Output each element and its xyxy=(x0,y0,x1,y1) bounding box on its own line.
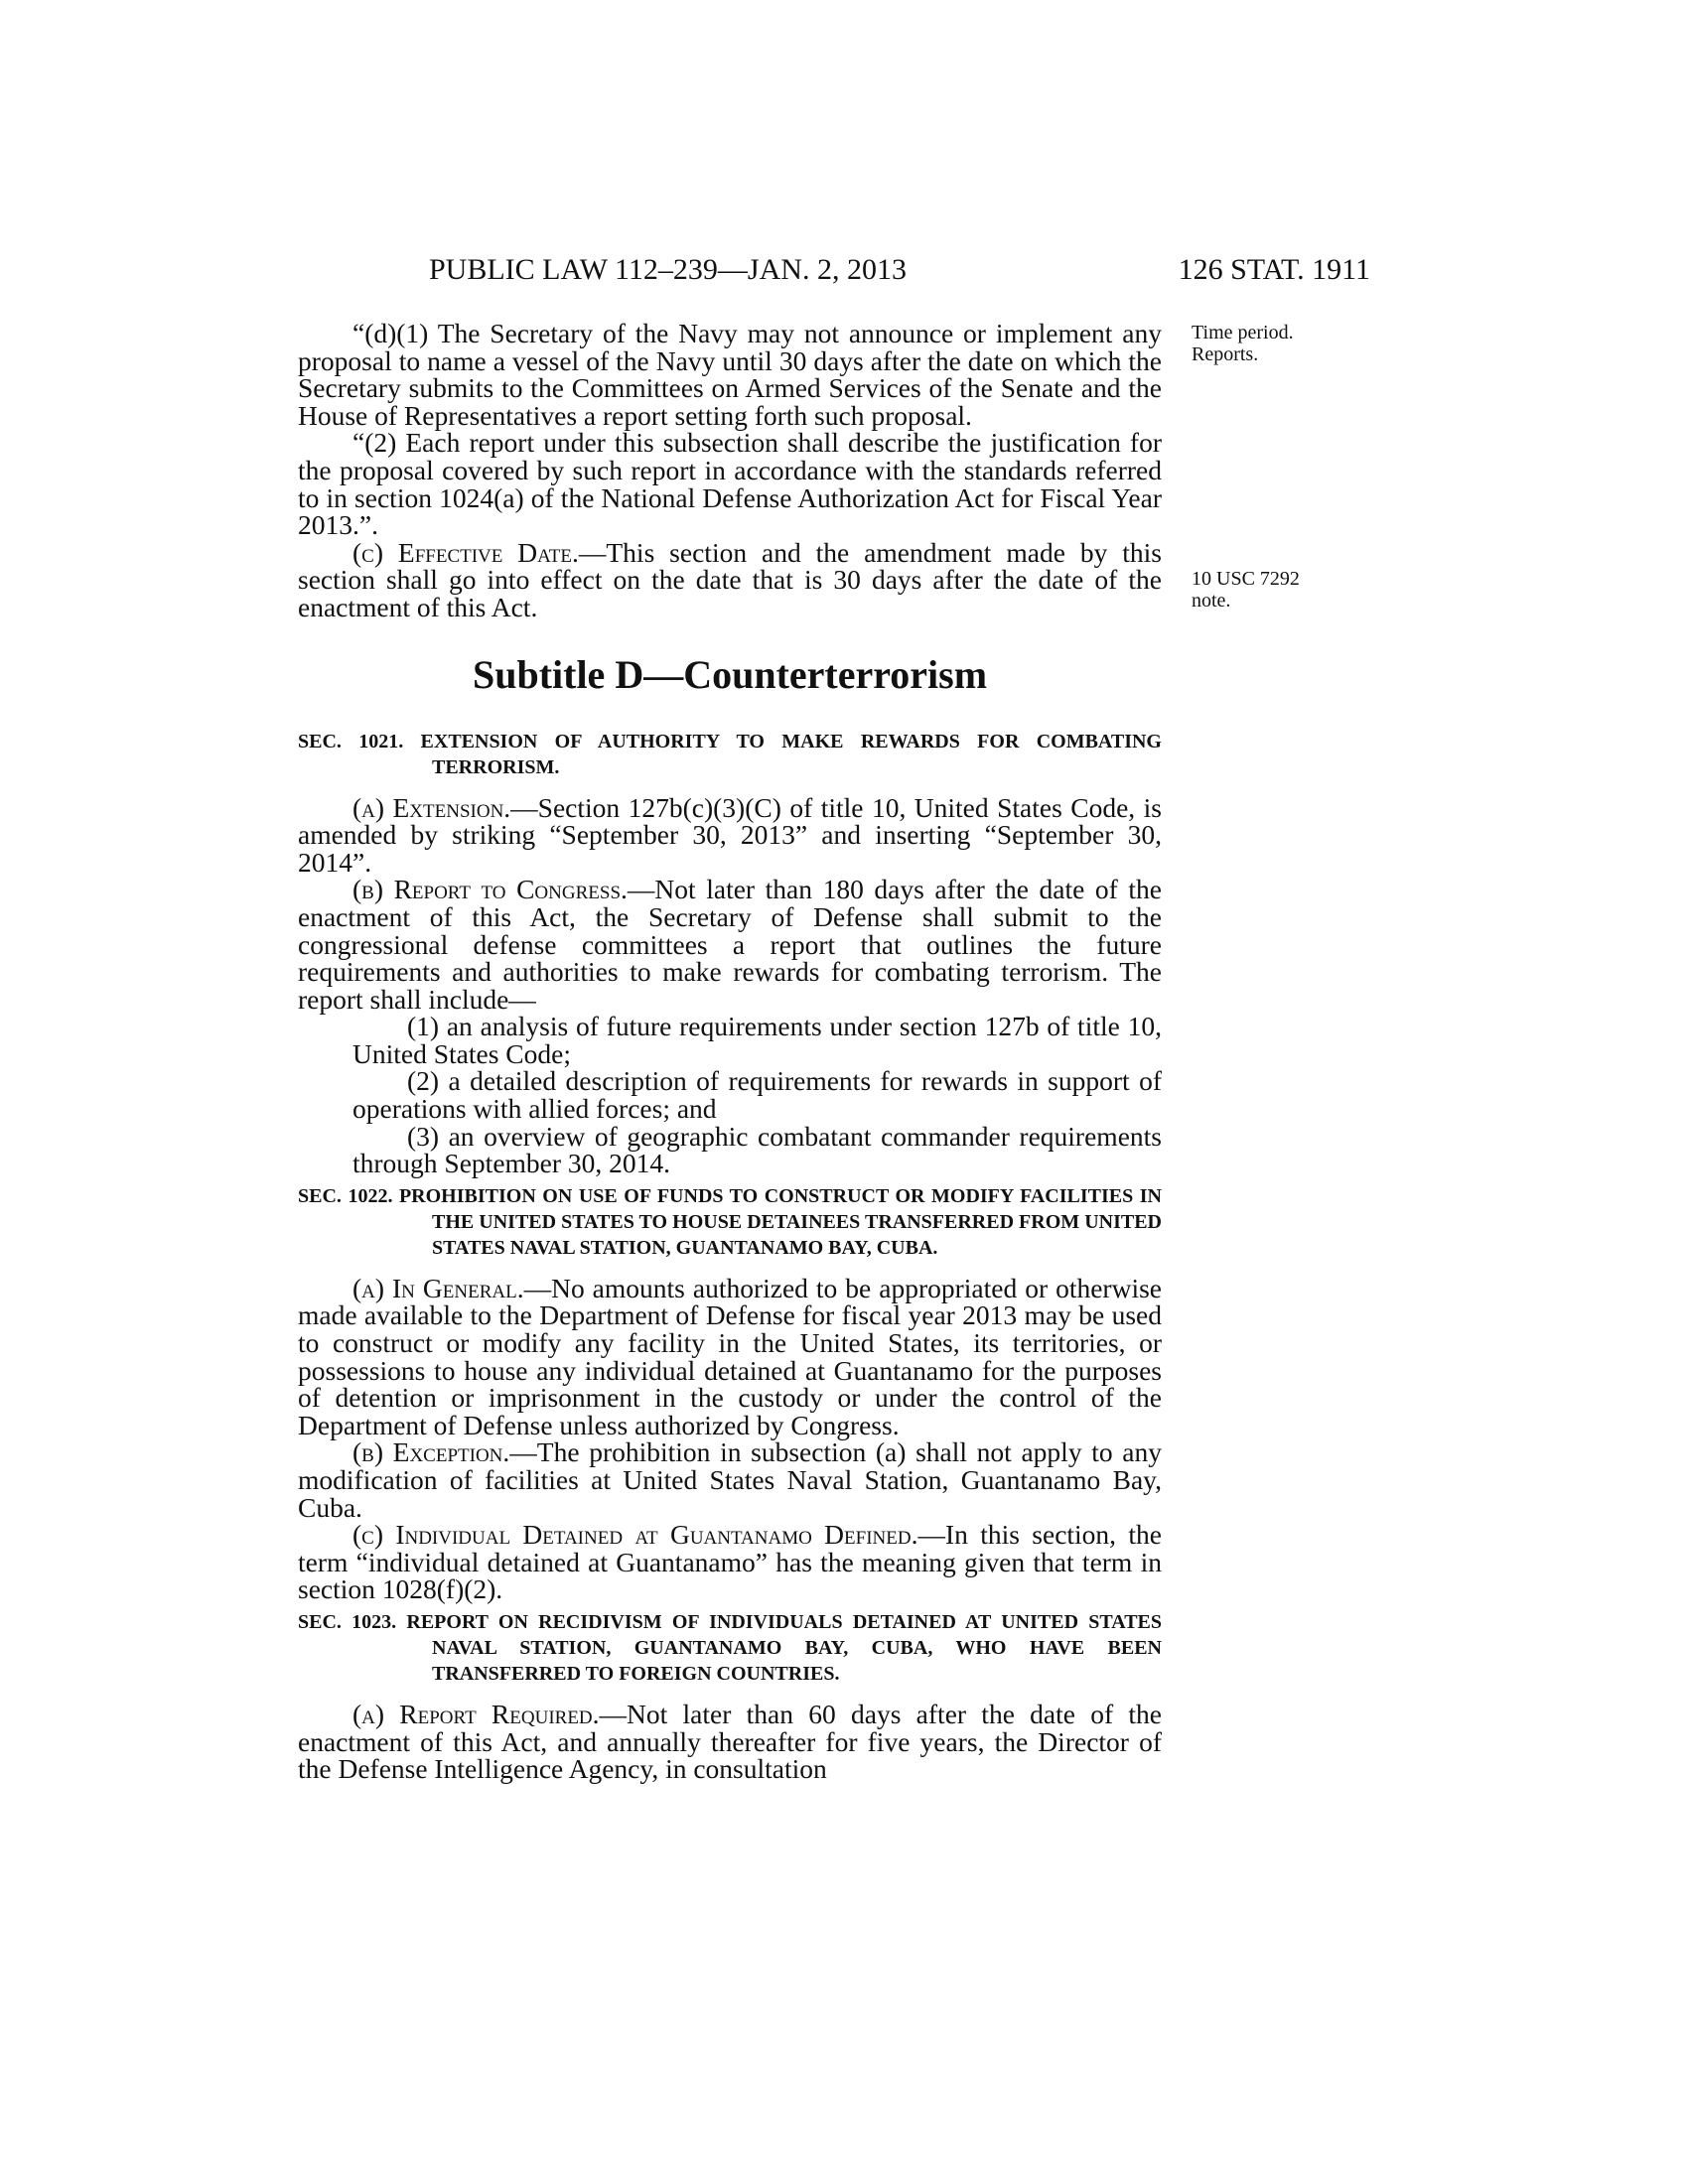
paragraph-1022-a xyxy=(298,1272,1163,1440)
header-citation: PUBLIC LAW 112–239—JAN. 2, 2013 xyxy=(429,253,907,286)
subsection-heading: (c) Individual Detained at Guantanamo Defined. xyxy=(352,1519,918,1551)
running-header xyxy=(298,250,1370,290)
section-1022-title: SEC. 1022. PROHIBITION ON USE OF FUNDS TO CONSTRUCT OR MODIFY FACILITIES IN THE UNITED STATES TO HOUSE DETAINEES TRANSFERRED FROM UNITED STATES NAVAL STATION, GUANTANAMO BAY, CUBA. xyxy=(298,1184,1162,1259)
paragraph-1023-a xyxy=(298,1698,1162,1785)
header-page-stat: 126 STAT. 1911 xyxy=(1178,253,1370,286)
paragraph-d2: “(2) Each report under this subsection shall describe the justification for the proposal covered by such report in accordance with the standards referred to in section 1024(a) of the National Defense Authorization Act for Fiscal Year 2013.”. xyxy=(298,427,1162,541)
paragraph-1021-b xyxy=(298,876,1162,1013)
margin-note-usc xyxy=(1192,568,1360,612)
subsection-text: —Not later than 180 days after the date of the enactment of this Act, the Secretary of Defense shall submit to the congressional defense committees a report that outlines the future requirements and authorities to make rewards for combating terrorism. The report shall include— xyxy=(298,874,1163,1015)
margin-note-line: Time period. xyxy=(1192,322,1294,343)
subtitle-heading: Subtitle D—Counterterrorism xyxy=(472,651,988,697)
paragraph-1022-b xyxy=(298,1438,1162,1521)
subsection-text: —In this section, the term “individual detained at Guantanamo” has the meaning given that term in section 1028(f)(2). xyxy=(298,1519,1162,1605)
paragraph-1021-a xyxy=(298,791,1162,878)
margin-note-line: 10 USC 7292 xyxy=(1192,568,1300,590)
margin-note-line: Reports. xyxy=(1192,343,1259,365)
paragraph-d1: “(d)(1) The Secretary of the Navy may not announce or implement any proposal to name a vessel of the Navy until 30 days after the date on which the Secretary submits to the Committees on Armed Services of the Senate and the House of Representatives a report setting forth such proposal. xyxy=(298,318,1162,431)
subsection-text: —Not later than 60 days after the date of the enactment of this Act, and annually thereafter for five years, the Director of the Defense Intelligence Agency, in consultation xyxy=(298,1698,1162,1785)
subsection-text: —The prohibition in subsection (a) shall not apply to any modification of facilities at United States Naval Station, Guantanamo Bay, Cuba. xyxy=(298,1436,1162,1523)
document-body xyxy=(298,320,1162,1783)
subsection-heading: (a) In General. xyxy=(352,1272,524,1303)
list-item-1021-b2: (2) a detailed description of requirements for rewards in support of operations with allied forces; and xyxy=(352,1065,1162,1125)
subsection-heading: (a) Extension. xyxy=(352,791,511,823)
list-item-1021-b1: (1) an analysis of future requirements under section 127b of title 10, United States Code; xyxy=(352,1011,1162,1069)
subsection-heading: (c) Effective Date. xyxy=(352,536,579,568)
section-1021-title: SEC. 1021. EXTENSION OF AUTHORITY TO MAKE REWARDS FOR COMBATING TERRORISM. xyxy=(298,730,1162,778)
margin-note-line: note. xyxy=(1192,590,1231,612)
subsection-heading: (b) Exception. xyxy=(352,1436,510,1468)
subsection-text: —Section 127b(c)(3)(C) of title 10, United States Code, is amended by striking “September 30, 2013” and inserting “September 30, 2014”. xyxy=(298,791,1162,878)
subsection-heading: (b) Report to Congress. xyxy=(352,874,628,905)
subsection-heading: (a) Report Required. xyxy=(352,1698,600,1729)
section-1023-title: SEC. 1023. REPORT ON RECIDIVISM OF INDIVIDUALS DETAINED AT UNITED STATES NAVAL STATION, GUANTANAMO BAY, CUBA, WHO HAVE BEEN TRANSFERRED TO FOREIGN COUNTRIES. xyxy=(298,1610,1162,1685)
subsection-text: —This section and the amendment made by this section shall go into effect on the date that is 30 days after the date of the enactment of this Act. xyxy=(298,536,1162,622)
paragraph-1022-c xyxy=(298,1521,1162,1603)
margin-note-time-period xyxy=(1192,322,1360,365)
subsection-text: —No amounts authorized to be appropriated or otherwise made available to the Department of Defense for fiscal year 2013 may be used to construct or modify any facility in the United States, its territories, or possessions to house any individual detained at Guantanamo for the purposes of detention or imprisonment in the custody or under the control of the Department of Defense unless authorized by Congress. xyxy=(298,1272,1163,1440)
paragraph-effective-date xyxy=(298,536,1162,622)
list-item-1021-b3: (3) an overview of geographic combatant commander requirements through September 30, 2014. xyxy=(352,1120,1162,1179)
